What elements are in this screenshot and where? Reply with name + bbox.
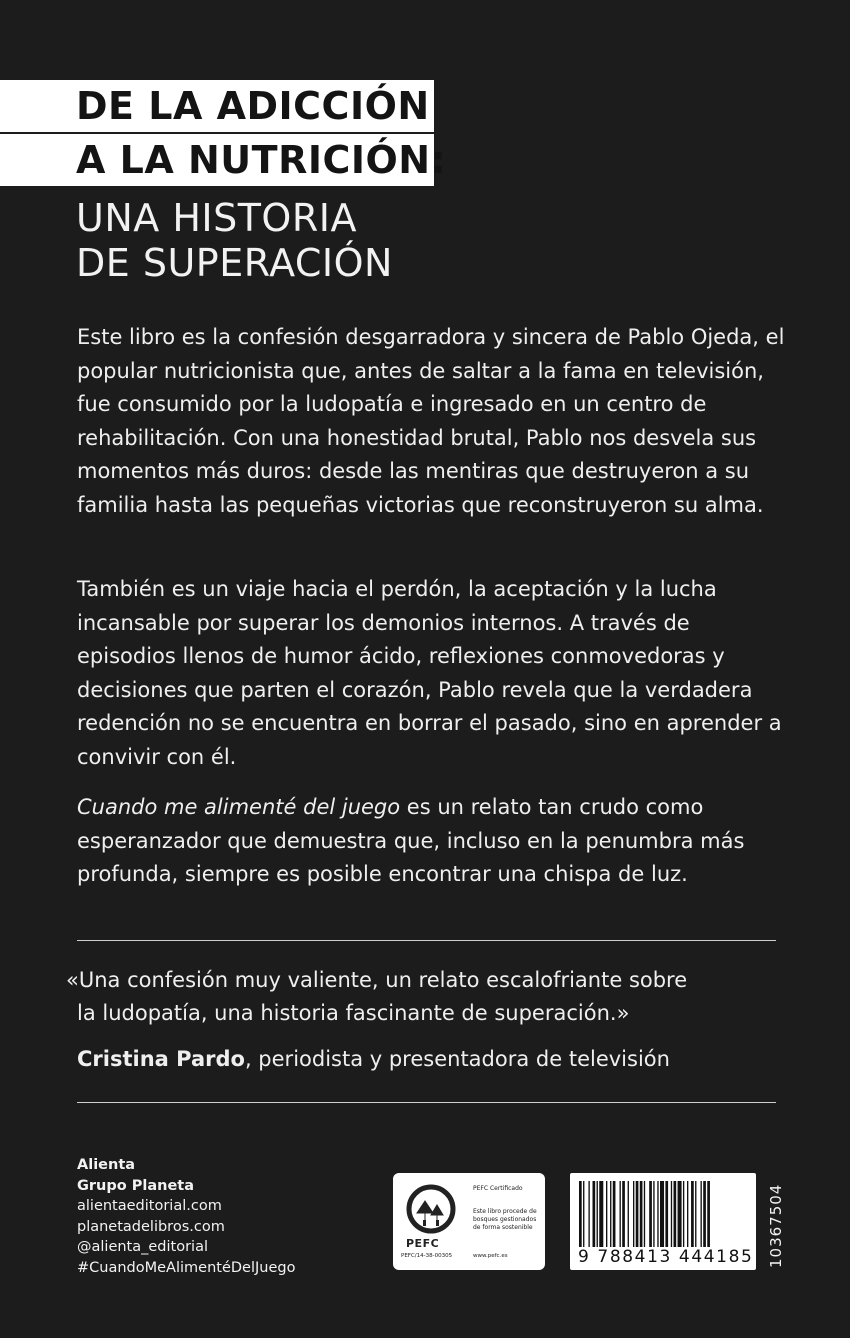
barcode-bar [703,1181,706,1247]
barcode-bar [653,1181,654,1247]
barcode-bar [597,1181,598,1247]
barcode-bar [588,1181,589,1247]
barcode-bar [593,1181,596,1247]
synopsis-text-2: También es un viaje hacia el perdón, la aceptación y la lucha incansable por superar los demonios internos. A través de episodios llenos de humor ácido, reflexiones conmovedoras y decisiones que parten el corazón, Pablo revela que la verdadera redención no se encuentra en borrar el pasado, sino en aprender a convivir con él. [77,577,782,769]
barcode-bar [599,1181,603,1247]
publisher-handle: @alienta_editorial [77,1239,208,1255]
pefc-code: PEFC/14-38-00305 [401,1253,453,1259]
title-line-2: A LA NUTRICIÓN: [0,134,434,186]
barcode-bar [579,1181,582,1247]
barcode-bar [657,1181,658,1247]
synopsis-text-3-rest: es un relato tan crudo como esperanzador que demuestra que, incluso en la penumbra más profunda, siempre es posible encontrar una chispa de luz. [77,795,745,886]
synopsis-paragraph-1 [77,321,787,522]
pefc-wordmark: PEFC [406,1237,440,1250]
pefc-trees-icon [403,1183,459,1239]
publisher-name: Alienta [77,1157,136,1173]
barcode-bar [644,1181,645,1247]
pefc-description: Este libro procede de bosques gestionados de forma sostenible [473,1208,537,1231]
barcode-bar [640,1181,643,1247]
publisher-site-1: alientaeditorial.com [77,1198,222,1214]
barcode-bar [665,1181,668,1247]
barcode-bar [687,1181,688,1247]
publisher-info [77,1155,295,1278]
barcode-bar [613,1181,616,1247]
barcode-bar [701,1181,702,1247]
barcode-bar [620,1181,621,1247]
barcode-bar [583,1181,584,1247]
book-title-italic: Cuando me alimenté del juego [77,795,401,819]
barcode-bar [691,1181,694,1247]
publisher-site-2: planetadelibros.com [77,1218,225,1235]
synopsis-paragraph-2 [77,573,787,774]
barcode-bar [695,1181,696,1247]
product-code: 10367504 [767,1183,785,1268]
barcode-bar [622,1181,625,1247]
publisher-group: Grupo Planeta [77,1177,195,1194]
isbn-barcode [570,1173,756,1270]
barcode-bar [671,1181,672,1247]
barcode-bar [674,1181,677,1247]
synopsis-text-1: Este libro es la confesión desgarradora y sincera de Pablo Ojeda, el popular nutricionista que, antes de saltar a la fama en televisión, fue consumido por la ludopatía e ingresado en un centro de rehabilitación. Con una honestidad brutal, Pablo nos desvela sus momentos más duros: desde las mentiras que destruyeron a su familia hasta las pequeñas victorias que reconstruyeron su alma. [77,325,785,517]
subtitle-line-2: DE SUPERACIÓN [76,241,393,285]
subtitle-line-1: UNA HISTORIA [76,196,357,240]
barcode-bar [636,1181,639,1247]
publisher-hashtag: #CuandoMeAlimentéDelJuego [77,1259,296,1276]
pefc-url: www.pefc.es [473,1253,508,1259]
barcode-bar [633,1181,634,1247]
isbn-number: 9 788413 444185 [578,1247,754,1267]
barcode-bars [579,1181,747,1247]
quote-author-role: , periodista y presentadora de televisión [244,1047,670,1071]
quote-attribution [77,1043,797,1076]
blurb-quote [66,964,786,1030]
quote-author: Cristina Pardo [77,1047,245,1071]
barcode-bar [649,1181,652,1247]
barcode-bar [707,1181,710,1247]
title-line-1: DE LA ADICCIÓN [0,80,434,132]
barcode-bar [610,1181,611,1247]
barcode-bar [660,1181,664,1247]
pefc-certification-label [393,1173,545,1270]
barcode-bar [606,1181,607,1247]
quote-line-1: «Una confesión muy valiente, un relato escalofriante sobre [66,968,688,992]
barcode-bar [628,1181,629,1247]
synopsis-text-3 [77,791,787,892]
divider-top [77,940,776,941]
barcode-bar [678,1181,682,1247]
pefc-certified-text: PEFC Certificado [473,1185,523,1192]
quote-line-2: la ludopatía, una historia fascinante de superación.» [77,1001,630,1025]
synopsis-paragraph-3 [77,791,787,892]
barcode-bar [683,1181,684,1247]
divider-bottom [77,1102,776,1103]
